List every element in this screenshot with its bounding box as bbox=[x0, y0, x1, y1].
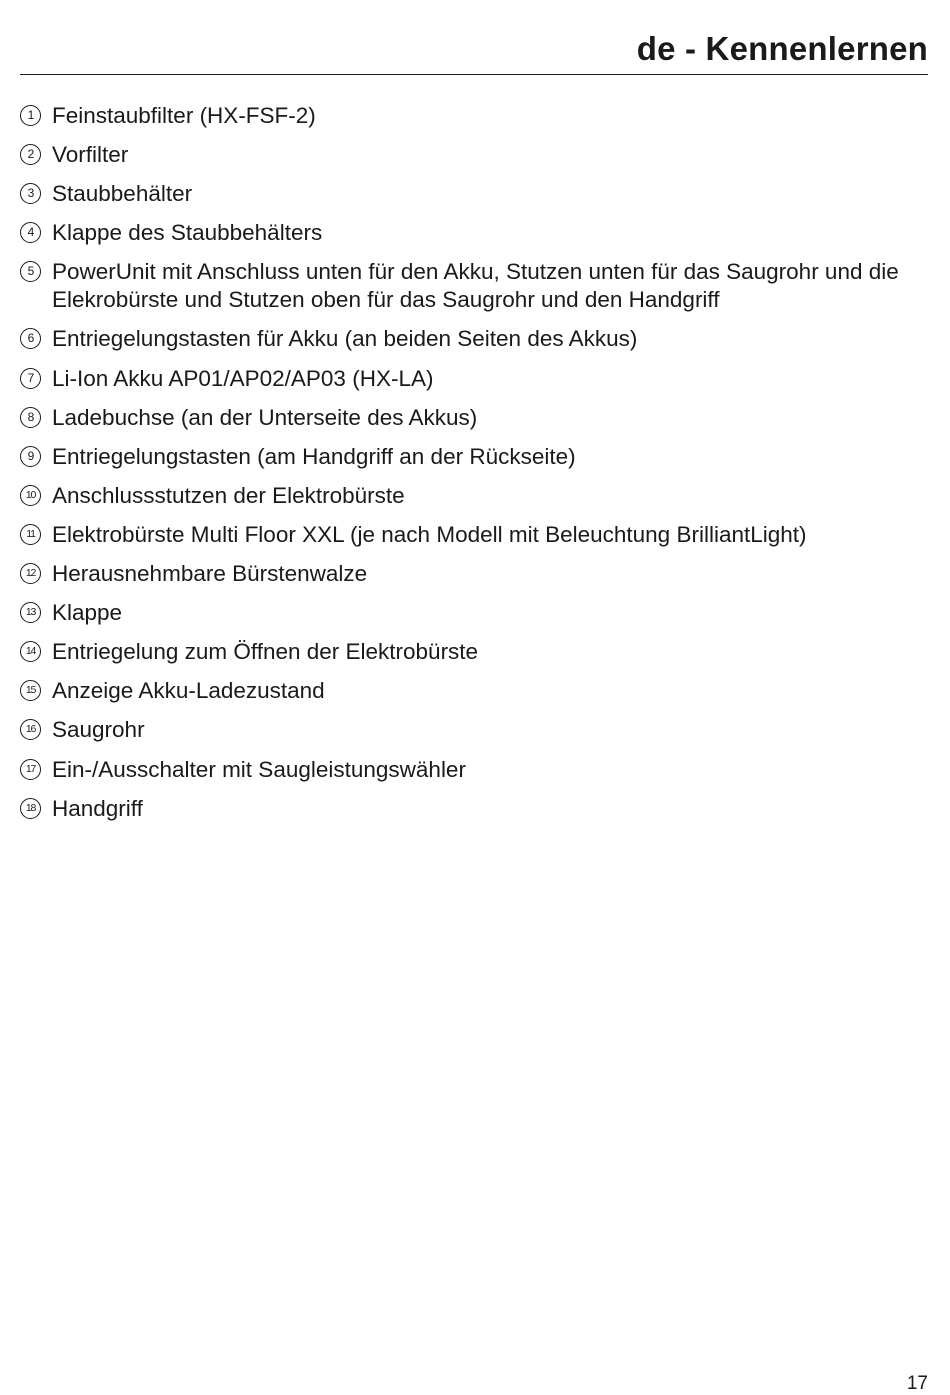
item-label: Handgriff bbox=[52, 795, 143, 821]
circled-number: 18 bbox=[20, 798, 41, 819]
list-item bbox=[20, 141, 920, 169]
item-label: Herausnehmbare Bürstenwalze bbox=[52, 561, 368, 587]
list-item bbox=[20, 482, 920, 510]
list-item bbox=[20, 638, 920, 666]
list-item bbox=[20, 521, 920, 549]
circled-number: 17 bbox=[20, 759, 41, 780]
circled-number: 15 bbox=[20, 680, 41, 701]
list-item bbox=[20, 599, 920, 627]
item-label: Klappe des Staubbehälters bbox=[52, 220, 323, 246]
item-label: Entriegelung zum Öffnen der Elektrobürste bbox=[52, 639, 479, 665]
circled-number: 7 bbox=[20, 368, 41, 389]
page-title: de - Kennenlernen bbox=[636, 30, 928, 67]
item-label: Elektrobürste Multi Floor XXL (je nach Modell mit Beleuchtung BrilliantLight) bbox=[52, 521, 807, 547]
circled-number: 10 bbox=[20, 485, 41, 506]
list-item bbox=[20, 325, 920, 353]
item-label: Feinstaubfilter (HX-FSF-2) bbox=[52, 103, 316, 128]
item-label: Entriegelungstasten (am Handgriff an der Rückseite) bbox=[52, 443, 576, 469]
item-label: Ein-/Ausschalter mit Saugleistungswähler bbox=[52, 756, 466, 782]
item-label: Saugrohr bbox=[52, 717, 145, 743]
list-item bbox=[20, 795, 920, 823]
item-label: Entriegelungstasten für Akku (an beiden Seiten des Akkus) bbox=[52, 326, 638, 352]
circled-number: 11 bbox=[20, 524, 41, 545]
list-item bbox=[20, 560, 920, 588]
list-item bbox=[20, 756, 920, 784]
list-item bbox=[20, 102, 920, 130]
circled-number: 1 bbox=[20, 105, 41, 126]
list-item bbox=[20, 180, 920, 208]
circled-number: 14 bbox=[20, 641, 41, 662]
page-number: 17 bbox=[906, 1373, 928, 1394]
circled-number: 2 bbox=[20, 144, 41, 165]
item-label: Ladebuchse (an der Unterseite des Akkus) bbox=[52, 404, 478, 430]
page-header bbox=[20, 26, 928, 75]
circled-number: 3 bbox=[20, 183, 41, 204]
item-label: Li-Ion Akku AP01/AP02/AP03 (HX-LA) bbox=[52, 365, 434, 391]
list-item bbox=[20, 404, 920, 432]
circled-number: 8 bbox=[20, 407, 41, 428]
list-item bbox=[20, 365, 920, 393]
item-label: Vorfilter bbox=[52, 142, 129, 168]
list-item bbox=[20, 258, 920, 314]
circled-number: 16 bbox=[20, 719, 41, 740]
circled-number: 13 bbox=[20, 602, 41, 623]
circled-number: 4 bbox=[20, 222, 41, 243]
list-item bbox=[20, 443, 920, 471]
item-label: Anzeige Akku-Ladezustand bbox=[52, 678, 325, 704]
item-label: Anschlussstutzen der Elektrobürste bbox=[52, 482, 405, 508]
circled-number: 6 bbox=[20, 328, 41, 349]
component-legend-list bbox=[20, 102, 920, 834]
circled-number: 12 bbox=[20, 563, 41, 584]
item-label: PowerUnit mit Anschluss unten für den Akku, Stutzen unten für das Saugrohr und die Elekrobürste und Stutzen oben für das Saugrohr und den Handgriff bbox=[52, 259, 899, 313]
list-item bbox=[20, 677, 920, 705]
list-item bbox=[20, 219, 920, 247]
item-label: Klappe bbox=[52, 600, 123, 626]
item-label: Staubbehälter bbox=[52, 181, 193, 207]
circled-number: 9 bbox=[20, 446, 41, 467]
list-item bbox=[20, 716, 920, 744]
circled-number: 5 bbox=[20, 261, 41, 282]
